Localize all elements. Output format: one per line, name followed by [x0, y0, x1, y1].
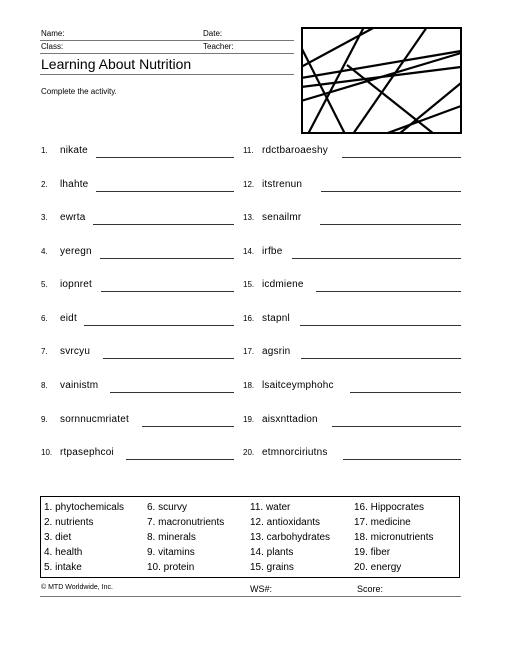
question-number: 3. [41, 213, 48, 222]
name-label: Name: [41, 29, 65, 38]
answer-line[interactable] [103, 358, 234, 359]
question-number: 10. [41, 448, 53, 457]
scrambled-word: etmnorciriutns [262, 447, 328, 458]
title-rule [40, 74, 294, 75]
answer-line[interactable] [126, 459, 234, 460]
answer-line[interactable] [332, 426, 461, 427]
scrambled-word: ewrta [60, 212, 86, 223]
word-bank-item: 10. protein [147, 562, 195, 573]
answer-line[interactable] [292, 258, 461, 259]
word-bank-item: 17. medicine [354, 517, 411, 528]
question-number: 7. [41, 347, 48, 356]
question-number: 2. [41, 180, 48, 189]
word-bank-item: 19. fiber [354, 547, 391, 558]
question-number: 15. [243, 280, 255, 289]
question-number: 20. [243, 448, 255, 457]
scrambled-word: aisxnttadion [262, 414, 318, 425]
footer-rule [40, 596, 461, 597]
scrambled-word: lsaitceymphohc [262, 380, 334, 391]
scrambled-word: eidt [60, 313, 77, 324]
word-bank-item: 9. vitamins [147, 547, 195, 558]
answer-line[interactable] [96, 157, 234, 158]
word-bank-item: 6. scurvy [147, 502, 188, 513]
page-title: Learning About Nutrition [41, 56, 192, 72]
instructions: Complete the activity. [41, 87, 117, 96]
question-number: 5. [41, 280, 48, 289]
answer-line[interactable] [142, 426, 234, 427]
answer-line[interactable] [93, 224, 234, 225]
scrambled-word: nikate [60, 145, 88, 156]
scrambled-word: agsrin [262, 346, 291, 357]
scrambled-word: irfbe [262, 246, 283, 257]
copyright-notice: © MTD Worldwide, Inc. [41, 584, 113, 591]
word-bank-item: 8. minerals [147, 532, 196, 543]
scrambled-word: svrcyu [60, 346, 91, 357]
word-bank-item: 13. carbohydrates [250, 532, 331, 543]
word-bank-item: 12. antioxidants [250, 517, 321, 528]
word-bank [40, 496, 460, 578]
scrambled-word: itstrenun [262, 179, 303, 190]
word-bank-item: 20. energy [354, 562, 402, 573]
answer-line[interactable] [101, 291, 234, 292]
answer-line[interactable] [316, 291, 461, 292]
date-label: Date: [203, 29, 223, 38]
word-bank-item: 16. Hippocrates [354, 502, 425, 513]
name-date-rule [40, 40, 294, 41]
answer-line[interactable] [342, 157, 461, 158]
answer-line[interactable] [84, 325, 234, 326]
word-bank-item: 1. phytochemicals [44, 502, 125, 513]
word-bank-item: 7. macronutrients [147, 517, 225, 528]
answer-line[interactable] [100, 258, 234, 259]
question-number: 13. [243, 213, 255, 222]
answer-line[interactable] [321, 191, 461, 192]
word-bank-item: 4. health [44, 547, 83, 558]
worksheet-number-label: WS#: [250, 584, 273, 594]
scrambled-word: icdmiene [262, 279, 304, 290]
scrambled-word: yeregn [60, 246, 92, 257]
scrambled-word: rtpasephcoi [60, 447, 114, 458]
question-number: 9. [41, 415, 48, 424]
answer-line[interactable] [300, 325, 461, 326]
question-number: 4. [41, 247, 48, 256]
scrambled-word: sornnucmriatet [60, 414, 129, 425]
scrambled-word: senailmr [262, 212, 302, 223]
question-number: 11. [243, 146, 254, 155]
word-bank-item: 15. grains [250, 562, 294, 573]
teacher-label: Teacher: [203, 42, 234, 51]
class-label: Class: [41, 42, 64, 51]
word-bank-item: 18. micronutrients [354, 532, 434, 543]
answer-line[interactable] [110, 392, 234, 393]
scrambled-word: rdctbaroaeshy [262, 145, 328, 156]
answer-line[interactable] [343, 459, 461, 460]
scrambled-word: iopnret [60, 279, 92, 290]
scrambled-word: lhahte [60, 179, 89, 190]
word-bank-item: 14. plants [250, 547, 294, 558]
scrambled-word: vainistm [60, 380, 99, 391]
score-label: Score: [357, 584, 384, 594]
answer-line[interactable] [320, 224, 461, 225]
question-number: 17. [243, 347, 255, 356]
word-bank-item: 5. intake [44, 562, 82, 573]
word-bank-item: 3. diet [44, 532, 72, 543]
word-bank-item: 2. nutrients [44, 517, 94, 528]
question-number: 14. [243, 247, 255, 256]
answer-line[interactable] [96, 191, 234, 192]
question-number: 6. [41, 314, 48, 323]
question-number: 1. [41, 146, 48, 155]
answer-line[interactable] [350, 392, 461, 393]
word-bank-item: 11. water [250, 502, 291, 513]
question-number: 19. [243, 415, 255, 424]
scrambled-word: stapnl [262, 313, 290, 324]
answer-line[interactable] [301, 358, 461, 359]
decorative-line-art [301, 27, 462, 134]
class-teacher-rule [40, 53, 294, 54]
question-number: 12. [243, 180, 255, 189]
question-number: 16. [243, 314, 255, 323]
question-number: 8. [41, 381, 48, 390]
question-number: 18. [243, 381, 255, 390]
